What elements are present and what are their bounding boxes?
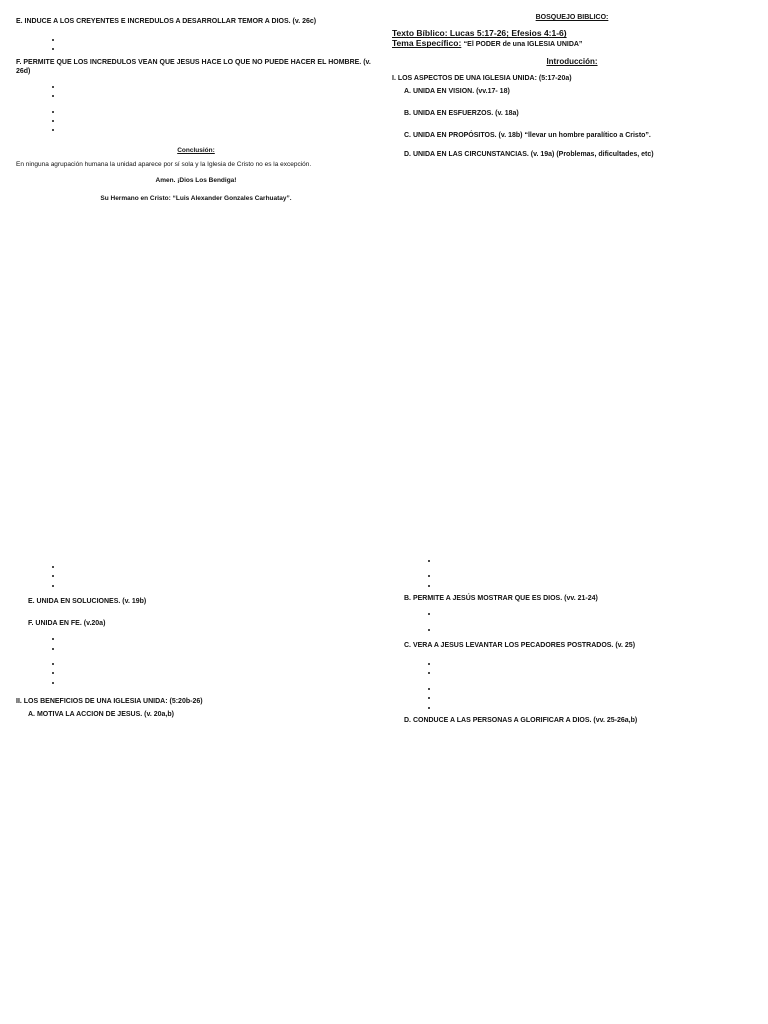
bullet-item: [62, 126, 376, 134]
bullet-item: [62, 669, 376, 677]
subsection-heading-a: A. MOTIVA LA ACCION DE JESUS. (v. 20a,b): [28, 711, 174, 719]
bullet-list: [392, 685, 752, 712]
tema-especifico: [392, 38, 752, 50]
bullet-item: [62, 108, 376, 116]
bullet-item: [438, 582, 752, 590]
bullet-item: [438, 685, 752, 693]
texto-biblico: [392, 28, 752, 38]
tema-label: Tema Específico:: [392, 38, 462, 49]
subsection-heading-c: C. UNIDA EN PROPÓSITOS. (v. 18b) “llevar un hombre paralítico a Cristo”.: [404, 131, 651, 139]
bullet-item: [62, 45, 376, 53]
bottom-right-column: [392, 556, 752, 1018]
page-divider: [0, 540, 768, 541]
bullet-item: [62, 660, 376, 668]
subsection-heading-b: B. PERMITE A JESÚS MOSTRAR QUE ES DIOS. (vv. 21-24): [404, 595, 598, 603]
subsection-heading-d: D. UNIDA EN LAS CIRCUNSTANCIAS. (v. 19a) (Problemas, dificultades, etc): [404, 150, 654, 158]
bullet-list: [392, 660, 752, 678]
bullet-list: [16, 83, 376, 101]
bullet-item: [438, 626, 752, 634]
bullet-item: [62, 582, 376, 590]
top-right-column: [392, 14, 752, 528]
bullet-item: [438, 704, 752, 712]
bullet-list: [392, 610, 752, 618]
subsection-heading-b: B. UNIDA EN ESFUERZOS. (v. 18a): [404, 109, 519, 117]
bullet-item: [62, 117, 376, 125]
section-heading-e: E. INDUCE A LOS CREYENTES E INCREDULOS A DESARROLLAR TEMOR A DIOS. (v. 26c): [16, 18, 317, 25]
bullet-list: [16, 563, 376, 590]
document-heading: BOSQUEJO BIBLICO:: [535, 14, 609, 21]
top-left-column: [16, 14, 376, 528]
conclusion-paragraph: En ninguna agrupación humana la unidad aparece por sí sola y la Iglesia de Cristo no es la excepción.: [16, 161, 312, 169]
section-f-list: [16, 80, 376, 139]
bullet-list: [392, 557, 752, 565]
bullet-list: [392, 626, 752, 634]
bullet-item: [438, 557, 752, 565]
tema-value: “El PODER de una IGLESIA UNIDA”: [463, 41, 583, 49]
bullet-item: [62, 572, 376, 580]
bullet-item: [438, 669, 752, 677]
bullet-item: [438, 660, 752, 668]
section-heading-ii: II. LOS BENEFICIOS DE UNA IGLESIA UNIDA: (5:20b-26): [16, 698, 203, 706]
bullet-list: [16, 635, 376, 653]
bullet-item: [62, 563, 376, 571]
bullet-item: [438, 694, 752, 702]
bottom-left-column: [16, 556, 376, 1018]
subsection-heading-f: F. UNIDA EN FE. (v.20a): [28, 620, 106, 628]
section-heading-i: I. LOS ASPECTOS DE UNA IGLESIA UNIDA: (5:17-20a): [392, 74, 572, 82]
bullet-item: [438, 572, 752, 580]
bullet-item: [62, 92, 376, 100]
bullet-list: [16, 108, 376, 135]
texto-biblico-label: Texto Bíblico: Lucas 5:17-26; Efesios 4:1-6): [392, 28, 567, 39]
bullet-item: [62, 635, 376, 643]
subsection-heading-a: A. UNIDA EN VISION. (vv.17- 18): [404, 87, 510, 95]
section-e-list: [16, 30, 376, 54]
bullet-item: [438, 610, 752, 618]
bullet-item: [62, 679, 376, 687]
intro-title: Introducción:: [546, 57, 598, 67]
bullet-item: [62, 83, 376, 91]
bullet-list: [16, 36, 376, 54]
conclusion-title: Conclusión:: [177, 146, 215, 154]
bullet-list: [392, 572, 752, 590]
section-heading-f: F. PERMITE QUE LOS INCREDULOS VEAN QUE JESUS HACE LO QUE NO PUEDE HACER EL HOMBRE. (v. 26d): [16, 58, 371, 75]
bullet-item: [62, 36, 376, 44]
bullet-item: [62, 645, 376, 653]
subsection-heading-d: D. CONDUCE A LAS PERSONAS A GLORIFICAR A DIOS. (vv. 25-26a,b): [404, 717, 638, 725]
amen-line: Amen. ¡Dios Los Bendiga!: [155, 176, 237, 184]
subsection-heading-e: E. UNIDA EN SOLUCIONES. (v. 19b): [28, 598, 147, 606]
bullet-list: [16, 660, 376, 687]
signature-line: Su Hermano en Cristo: “Luis Alexander Gonzales Carhuatay”.: [100, 195, 292, 203]
subsection-heading-c: C. VERA A JESUS LEVANTAR LOS PECADORES POSTRADOS. (v. 25): [404, 642, 636, 650]
